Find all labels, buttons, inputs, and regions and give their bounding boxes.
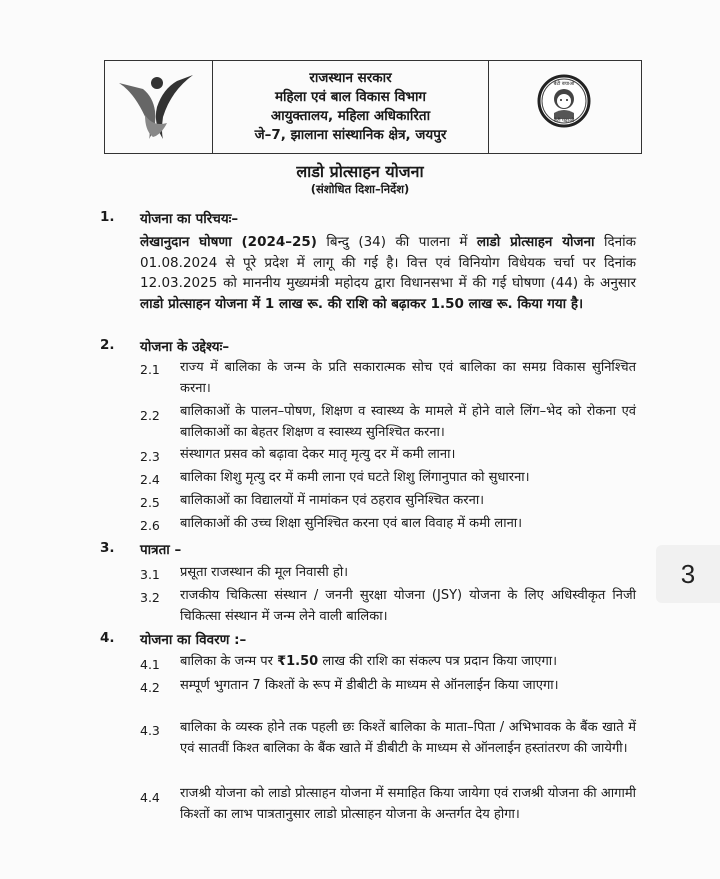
list-item: बालिका के व्यस्क होने तक पहली छः किश्तें बालिका के माता–पिता / अभिभावक के बैंक खाते में एवं सातवीं किश्त बालिका के बैंक खाते में डीबीटी के माध्यम से ऑनलाईन हस्तांतरण की जायेगी। bbox=[180, 720, 636, 756]
text-run: लाख की राशि का संकल्प पत्र प्रदान किया जाएगा। bbox=[318, 654, 558, 669]
list-item: राजकीय चिकित्सा संस्थान / जननी सुरक्षा योजना (JSY) योजना के लिए अधिस्वीकृत निजी चिकित्सा संस्थान में जन्म लेने वाली बालिका। bbox=[180, 588, 636, 624]
beti-bachao-logo-cell bbox=[488, 61, 641, 153]
text-run: बालिका के जन्म पर bbox=[180, 654, 278, 669]
section-heading: पात्रता – bbox=[140, 542, 182, 558]
women-child-logo-icon bbox=[105, 61, 212, 153]
item-number: 2.4 bbox=[140, 472, 160, 487]
text-run: दिनांक 01.08.2024 से पूरे प्रदेश में लागू की गई है। वित्त एवं विनियोग विधेयक चर्चा पर दिनांक 12.03.2025 को माननीय मुख्यमंत्री महोदय द्वारा विधानसभा में की गई घोषणा (44) के अनुसार bbox=[140, 234, 636, 291]
section-number: 1. bbox=[100, 209, 115, 225]
govt-name: राजस्थान सरकार bbox=[309, 70, 392, 86]
list-item: सम्पूर्ण भुगतान 7 किश्तों के रूप में डीबीटी के माध्यम से ऑनलाईन किया जाएगा। bbox=[180, 678, 559, 693]
section-heading: योजना का परिचयः– bbox=[140, 211, 239, 227]
item-number: 4.3 bbox=[140, 723, 160, 738]
beti-bachao-logo-icon bbox=[489, 61, 639, 153]
section-heading: योजना के उद्देश्यः– bbox=[140, 339, 230, 355]
section-paragraph bbox=[140, 232, 636, 314]
text-run: लेखानुदान घोषणा (2024–25) bbox=[140, 234, 317, 250]
item-number: 2.3 bbox=[140, 449, 160, 464]
list-item: बालिकाओं का विद्यालयों में नामांकन एवं ठहराव सुनिश्चित करना। bbox=[180, 493, 485, 508]
office-name: आयुक्तालय, महिला अधिकारिता bbox=[270, 108, 431, 124]
section-number: 4. bbox=[100, 630, 115, 646]
section-heading: योजना का विवरण :– bbox=[140, 632, 247, 648]
item-number: 3.2 bbox=[140, 590, 160, 605]
item-number: 4.2 bbox=[140, 680, 160, 695]
logo-bottom-text: बेटी पढ़ाओ bbox=[553, 118, 575, 124]
scheme-title: लाडो प्रोत्साहन योजना bbox=[296, 162, 424, 181]
office-address: जे–7, झालाना सांस्थानिक क्षेत्र, जयपुर bbox=[254, 127, 447, 143]
department-name: महिला एवं बाल विकास विभाग bbox=[274, 89, 427, 105]
logo-top-text: बेटी बचाओ bbox=[553, 81, 575, 87]
amount-text: ₹1.50 bbox=[277, 654, 319, 669]
item-number: 3.1 bbox=[140, 567, 160, 582]
list-item bbox=[180, 652, 636, 673]
text-run: लाडो प्रोत्साहन योजना bbox=[476, 234, 595, 250]
list-item: प्रसूता राजस्थान की मूल निवासी हो। bbox=[180, 565, 349, 580]
text-run: बिन्दु (34) की पालना में bbox=[316, 234, 477, 250]
page-number-badge: 3 bbox=[656, 545, 720, 603]
list-item: राज्य में बालिका के जन्म के प्रति सकारात्मक सोच एवं बालिका का समग्र विकास सुनिश्चित करना। bbox=[180, 360, 636, 396]
list-item: बालिकाओं की उच्च शिक्षा सुनिश्चित करना एवं बाल विवाह में कमी लाना। bbox=[180, 516, 523, 531]
list-item: राजश्री योजना को लाडो प्रोत्साहन योजना में समाहित किया जायेगा एवं राजश्री योजना की आगामी किश्तों का लाभ पात्रतानुसार लाडो प्रोत्साहन योजना के अन्तर्गत देय होगा। bbox=[180, 786, 636, 822]
section-number: 3. bbox=[100, 540, 115, 556]
item-number: 2.1 bbox=[140, 362, 160, 377]
item-number: 2.2 bbox=[140, 408, 160, 423]
item-number: 4.4 bbox=[140, 790, 160, 805]
list-item: बालिका शिशु मृत्यु दर में कमी लाना एवं घटते शिशु लिंगानुपात को सुधारना। bbox=[180, 470, 530, 485]
list-item: संस्थागत प्रसव को बढ़ावा देकर मातृ मृत्यु दर में कमी लाना। bbox=[180, 447, 456, 462]
scheme-subtitle: (संशोधित दिशा–निर्देश) bbox=[310, 182, 410, 196]
item-number: 4.1 bbox=[140, 657, 160, 672]
letterhead-box bbox=[104, 60, 642, 154]
text-run: लाडो प्रोत्साहन योजना में 1 लाख रू. की राशि को बढ़ाकर 1.50 लाख रू. किया गया है। bbox=[140, 295, 584, 312]
item-number: 2.6 bbox=[140, 518, 160, 533]
letterhead-text bbox=[212, 69, 489, 145]
section-number: 2. bbox=[100, 337, 115, 353]
department-logo-cell bbox=[105, 61, 213, 153]
item-number: 2.5 bbox=[140, 495, 160, 510]
list-item: बालिकाओं के पालन–पोषण, शिक्षण व स्वास्थ्य के मामले में होने वाले लिंग–भेद को रोकना एवं बालिकाओं का बेहतर शिक्षण व स्वास्थ्य सुनिश्चित करना। bbox=[180, 404, 636, 440]
